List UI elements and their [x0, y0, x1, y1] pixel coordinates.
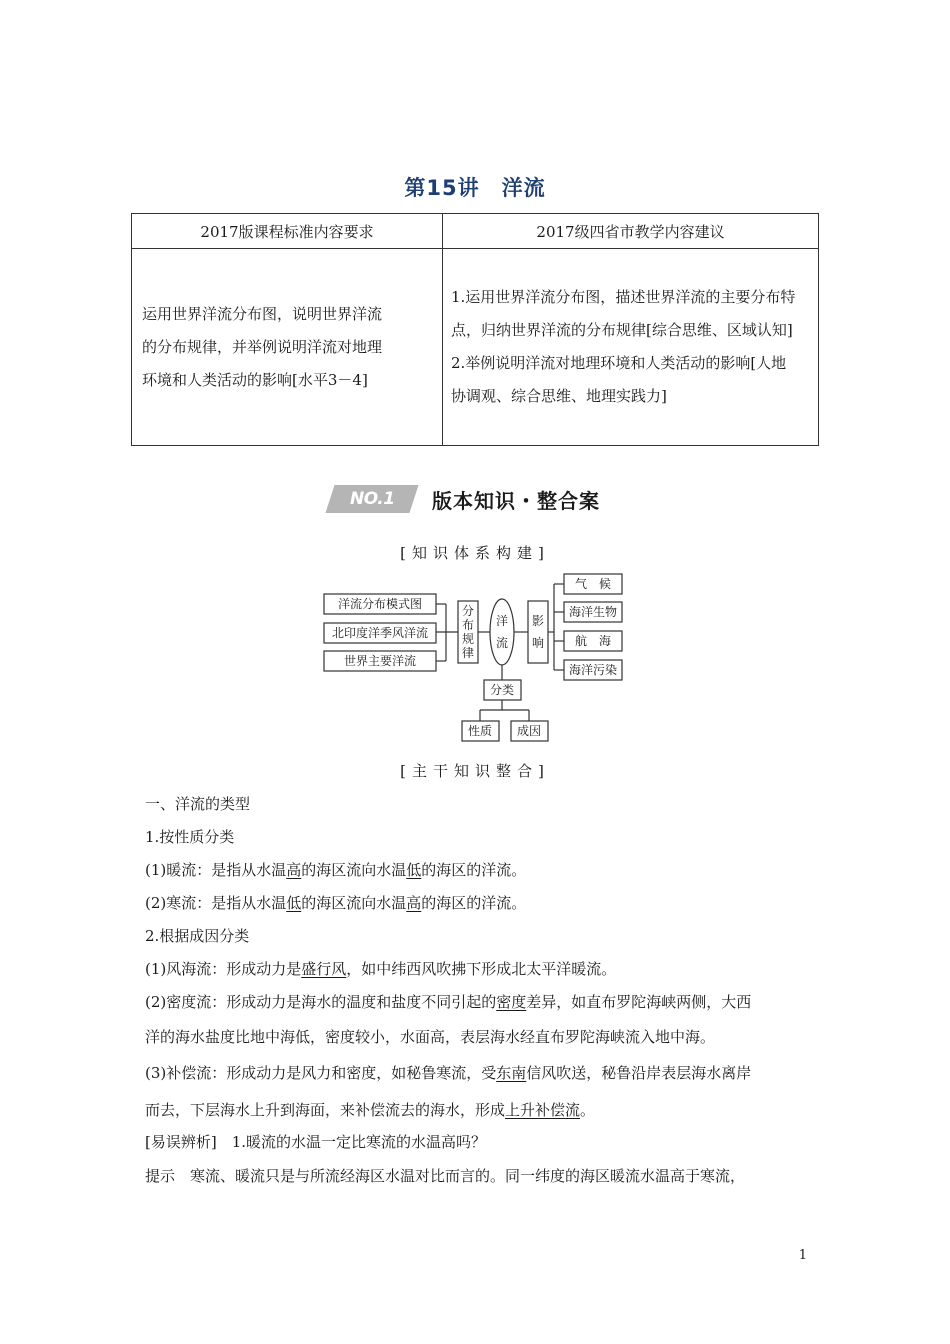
- text-run: (1)暖流：是指从水温: [145, 861, 287, 879]
- heading-ocean-current-types: 一、洋流的类型: [145, 795, 251, 813]
- requirements-table: [131, 213, 819, 446]
- diagram-label: 分类: [489, 683, 515, 697]
- diagram-label: 航 海: [574, 634, 612, 648]
- diagram-label-vertical: 洋流: [495, 614, 509, 650]
- answer-blank: 低: [286, 894, 302, 912]
- text-run: 的海区流向水温: [301, 894, 407, 912]
- page-title: 第15讲 洋流: [404, 176, 546, 200]
- diagram-label: 洋流分布模式图: [337, 597, 423, 611]
- text-run: (3)补偿流：形成动力是风力和密度，如秘鲁寒流，受: [145, 1064, 497, 1082]
- text-run: 的海区的洋流。: [421, 861, 527, 879]
- answer-blank: 盛行风: [301, 960, 347, 978]
- hint-line: 提示 寒流、暖流只是与所流经海区水温对比而言的。同一纬度的海区暖流水温高于寒流，: [145, 1167, 746, 1185]
- density-current-line-1: [145, 991, 817, 1012]
- wind-current-line: [145, 958, 616, 979]
- diagram-label-vertical: 影响: [531, 614, 545, 650]
- text-run: 而去，下层海水上升到海面，来补偿流去的海水，形成: [145, 1101, 506, 1119]
- text-run: 的海区的洋流。: [421, 894, 527, 912]
- diagram-label: 海洋污染: [568, 663, 618, 677]
- cell-line: 1.运用世界洋流分布图，描述世界洋流的主要分布特: [451, 288, 796, 306]
- cell-line: 协调观、综合思维、地理实践力]: [451, 387, 667, 405]
- text-run: 差异，如直布罗陀海峡两侧，大西: [526, 993, 752, 1011]
- text-run: ，如中纬西风吹拂下形成北太平洋暖流。: [346, 960, 617, 978]
- section-banner: [330, 483, 630, 515]
- diagram-label: 性质: [467, 724, 493, 738]
- text-run: (2)密度流：形成动力是海水的温度和盐度不同引起的: [145, 993, 497, 1011]
- answer-blank: 东南: [496, 1064, 527, 1082]
- answer-blank: 高: [406, 894, 422, 912]
- density-current-line-2: 洋的海水盐度比地中海低，密度较小，水面高，表层海水经直布罗陀海峡流入地中海。: [145, 1028, 716, 1046]
- diagram-label-vertical: 分布规律: [461, 604, 475, 660]
- subheading-by-cause: 2.根据成因分类: [145, 927, 250, 945]
- section-heading-knowledge-system: [知识体系构建]: [400, 544, 550, 562]
- table-header-standard: 2017版课程标准内容要求: [132, 214, 443, 249]
- compensation-current-line-2: [145, 1099, 595, 1120]
- cell-line: 环境和人类活动的影响[水平3－4]: [142, 370, 368, 389]
- diagram-label: 世界主要洋流: [343, 654, 417, 668]
- mistake-analysis: [易误辨析] 1.暖流的水温一定比寒流的水温高吗？: [145, 1133, 487, 1151]
- answer-blank: 低: [406, 861, 422, 879]
- subheading-by-property: 1.按性质分类: [145, 828, 235, 846]
- compensation-current-line-1: [145, 1062, 817, 1083]
- text-run: 的海区流向水温: [301, 861, 407, 879]
- knowledge-diagram: [320, 570, 630, 745]
- section-heading-main-knowledge: [主干知识整合]: [400, 762, 550, 780]
- banner-tag: [325, 485, 418, 513]
- cell-line: 运用世界洋流分布图，说明世界洋流: [142, 304, 383, 323]
- cell-line: 的分布规律，并举例说明洋流对地理: [142, 337, 383, 356]
- diagram-label: 海洋生物: [568, 605, 618, 619]
- cell-line: 点，归纳世界洋流的分布规律[综合思维、区域认知]: [451, 321, 793, 339]
- text-run: (1)风海流：形成动力是: [145, 960, 302, 978]
- warm-current-line: [145, 859, 526, 880]
- text-run: 。: [580, 1101, 596, 1119]
- text-run: 信风吹送，秘鲁沿岸表层海水离岸: [526, 1064, 752, 1082]
- answer-blank: 密度: [496, 993, 527, 1011]
- answer-blank: 上升补偿流: [505, 1101, 581, 1119]
- diagram-ellipse: [490, 599, 514, 665]
- banner-tag-label: NO.1: [349, 489, 395, 509]
- answer-blank: 高: [286, 861, 302, 879]
- banner-title: 版本知识・整合案: [432, 489, 600, 513]
- table-cell-suggestion: [443, 249, 819, 446]
- cold-current-line: [145, 892, 526, 913]
- diagram-box: [528, 601, 548, 663]
- table-header-suggestion: 2017级四省市教学内容建议: [443, 214, 819, 249]
- table-cell-standard: [132, 249, 443, 446]
- diagram-label: 北印度洋季风洋流: [331, 626, 429, 640]
- cell-line: 2.举例说明洋流对地理环境和人类活动的影响[人地: [451, 354, 787, 372]
- text-run: (2)寒流：是指从水温: [145, 894, 287, 912]
- diagram-label: 气 候: [574, 577, 612, 591]
- diagram-label: 成因: [516, 724, 542, 738]
- page-number: 1: [798, 1248, 807, 1263]
